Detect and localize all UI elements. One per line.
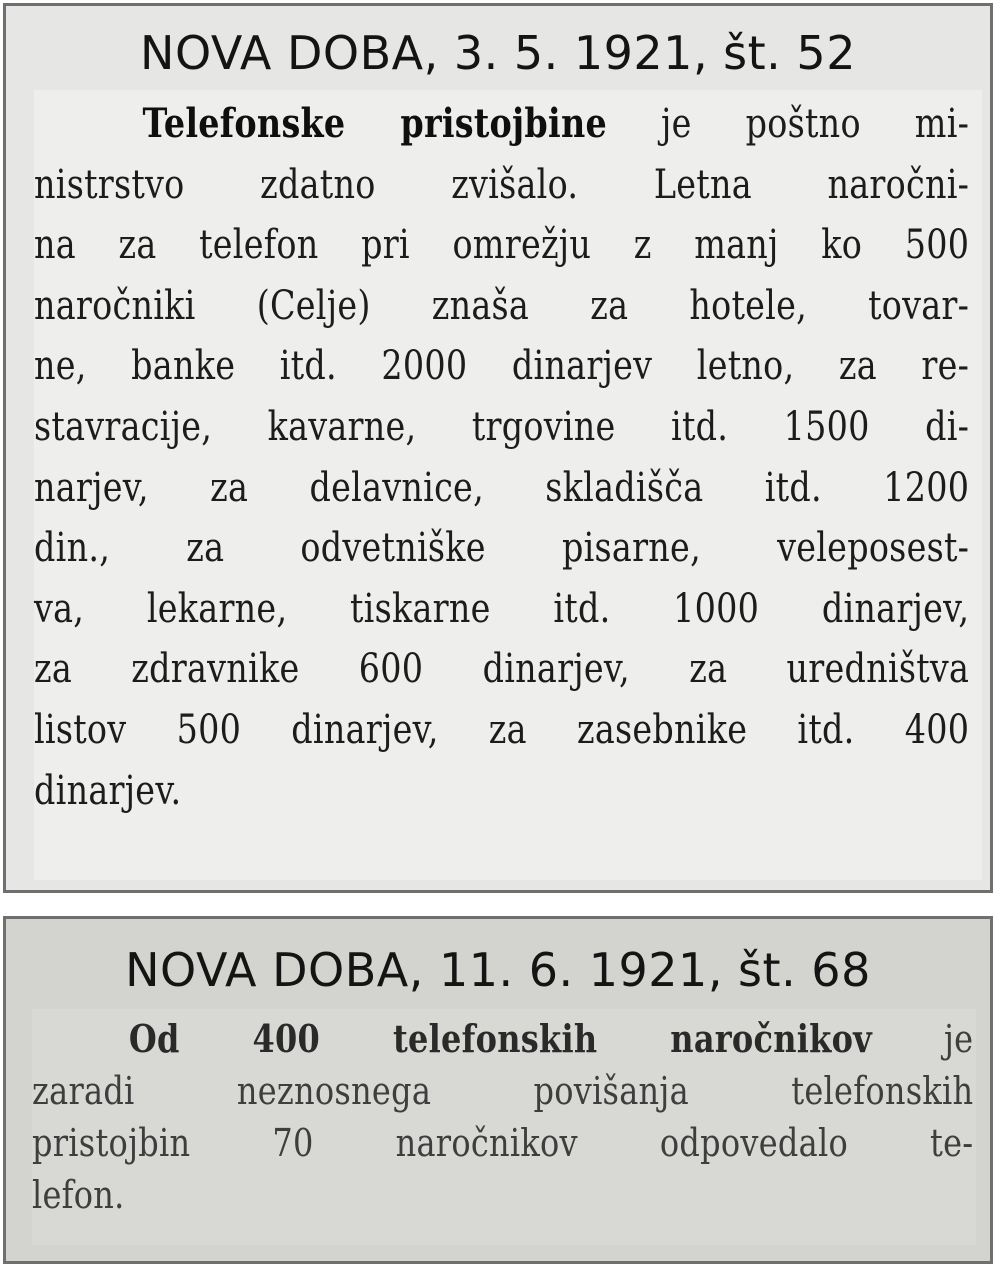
- clipping-1-line-3: na za telefon pri omrežju z manj ko 500: [34, 222, 970, 269]
- clipping-2-line-3: pristojbin 70 naročnikov odpovedalo te-: [32, 1121, 974, 1165]
- clipping-2-lead: Od 400 telefonskih naročnikov: [128, 1016, 873, 1061]
- clipping-2-line-1: [32, 1013, 973, 1065]
- masthead-2: NOVA DOBA, 11. 6. 1921, št. 68: [125, 943, 871, 997]
- clipping-2-line-1-rest: je: [872, 1017, 974, 1061]
- clipping-1-line-11: listov 500 dinarjev, za zasebnike itd. 400: [34, 706, 970, 753]
- clipping-1-line-9: va, lekarne, tiskarne itd. 1000 dinarjev,: [34, 585, 970, 632]
- clipping-1-line-5: ne, banke itd. 2000 dinarjev letno, za re-: [34, 343, 970, 390]
- clipping-2-line-2: zaradi neznosnega povišanja telefonskih: [32, 1069, 974, 1113]
- clipping-text-2: [32, 1009, 976, 1245]
- clipping-1-line-1-rest: je poštno mi-: [606, 101, 970, 147]
- clipping-2-line-4: lefon.: [32, 1173, 125, 1217]
- clipping-text-1: [34, 90, 982, 880]
- clipping-panel-1: [3, 3, 993, 893]
- clipping-1-lead: Telefonske pristojbine: [142, 100, 607, 147]
- masthead-1: NOVA DOBA, 3. 5. 1921, št. 52: [140, 26, 856, 80]
- clipping-1-line-1: [34, 94, 969, 155]
- clipping-1-line-4: naročniki (Celje) znaša za hotele, tovar-: [34, 282, 970, 329]
- clipping-1-line-6: stavracije, kavarne, trgovine itd. 1500 di-: [34, 403, 970, 450]
- clipping-1-line-8: din., za odvetniške pisarne, veleposest-: [34, 525, 970, 572]
- clipping-1-line-10: za zdravnike 600 dinarjev, za uredništva: [34, 646, 970, 693]
- clipping-1-line-12: dinarjev.: [34, 767, 182, 814]
- clipping-panel-2: [3, 916, 993, 1264]
- clipping-1-line-2: nistrstvo zdatno zvišalo. Letna naročni-: [34, 161, 970, 208]
- clipping-1-line-7: narjev, za delavnice, skladišča itd. 1200: [34, 464, 970, 511]
